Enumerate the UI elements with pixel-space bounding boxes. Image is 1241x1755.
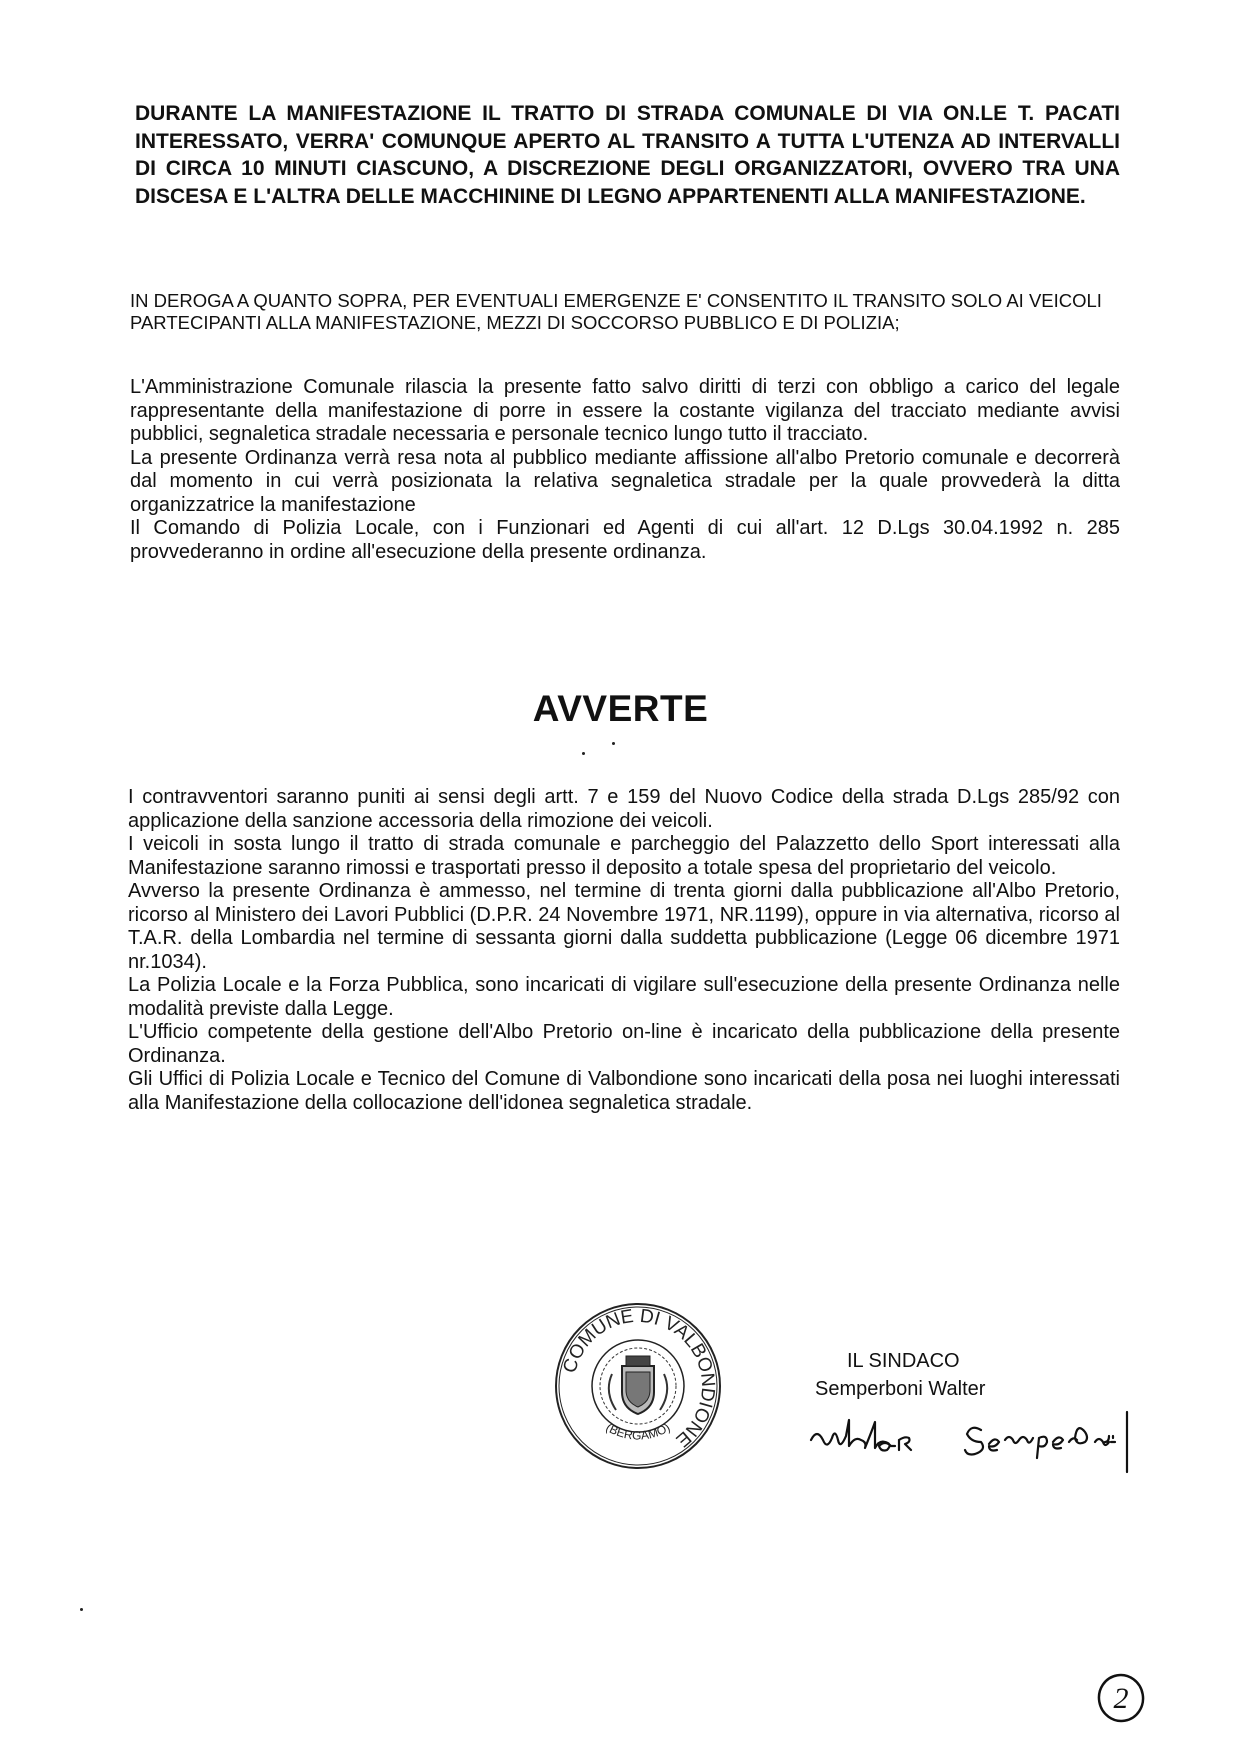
body1-paragraph-2: La presente Ordinanza verrà resa nota al pubblico mediante affissione all'albo Pretorio comunale e decorrerà dal momento in cui verrà posizionata la relativa segnaletica stradale per la quale provvederà la ditta organizzatrice la manifestazione: [130, 446, 1120, 516]
svg-text:2: 2: [1113, 1682, 1129, 1715]
body2-paragraph-1: I contravventori saranno puniti ai sensi degli artt. 7 e 159 del Nuovo Codice della strada D.Lgs 285/92 con applicazione della sanzione accessoria della rimozione dei veicoli.: [128, 786, 1120, 832]
intro-bold-paragraph: DURANTE LA MANIFESTAZIONE IL TRATTO DI STRADA COMUNALE DI VIA ON.LE T. PACATI INTERESSATO, VERRA' COMUNQUE APERTO AL TRANSITO A TUTTA L'UTENZA AD INTERVALLI DI CIRCA 10 MINUTI CIASCUNO, A DISCREZIONE DEGLI ORGANIZZATORI, OVVERO TRA UNA DISCESA E L'ALTRA DELLE MACCHININE DI LEGNO APPARTENENTI ALLA MANIFESTAZIONE.: [135, 102, 1120, 208]
handwritten-signature: [805, 1402, 1165, 1482]
scan-speck: [582, 752, 585, 755]
body-section-2: [128, 786, 1120, 1115]
body2-paragraph-3: Avverso la presente Ordinanza è ammesso, nel termine di trenta giorni dalla pubblicazione all'Albo Pretorio, ricorso al Ministero dei Lavori Pubblici (D.P.R. 24 Novembre 1971, NR.1199), oppure in via alternativa, ricorso al T.A.R. della Lombardia nel termine di sessanta giorni dalla suddetta pubblicazione (Legge 06 dicembre 1971 nr.1034).: [128, 880, 1120, 973]
avverte-heading: AVVERTE: [532, 688, 709, 729]
body1-paragraph-3: Il Comando di Polizia Locale, con i Funzionari ed Agenti di cui all'art. 12 D.Lgs 30.04.1992 n. 285 provvederanno in ordine all'esecuzione della presente ordinanza.: [130, 517, 1120, 563]
mayor-title: IL SINDACO: [847, 1350, 960, 1372]
municipal-stamp: [552, 1300, 724, 1472]
body1-paragraph-1: L'Amministrazione Comunale rilascia la presente fatto salvo diritti di terzi con obbligo a carico del legale rappresentante della manifestazione di porre in essere la costante vigilanza del tracciato mediante avvisi pubblici, segnaletica stradale necessaria e personale tecnico lungo tutto il tracciato.: [130, 376, 1120, 445]
municipal-crest-icon: [600, 1348, 676, 1424]
scan-speck: [80, 1608, 83, 1611]
body2-paragraph-6: Gli Uffici di Polizia Locale e Tecnico del Comune di Valbondione sono incaricati della posa nei luoghi interessati alla Manifestazione della collocazione dell'idonea segnaletica stradale.: [128, 1068, 1120, 1114]
body2-paragraph-4: La Polizia Locale e la Forza Pubblica, sono incaricati di vigilare sull'esecuzione della presente Ordinanza nelle modalità previste dalla Legge.: [128, 974, 1120, 1020]
body-section-1: [130, 376, 1120, 564]
stamp-province-text: (BERGAMO): [603, 1420, 673, 1443]
mayor-name: Semperboni Walter: [815, 1378, 986, 1400]
scan-speck: [612, 742, 615, 745]
body2-paragraph-2: I veicoli in sosta lungo il tratto di strada comunale e parcheggio del Palazzetto dello Sport interessati alla Manifestazione saranno rimossi e trasportati presso il deposito a totale spesa del proprietario del veicolo.: [128, 833, 1120, 879]
deroga-paragraph: IN DEROGA A QUANTO SOPRA, PER EVENTUALI EMERGENZE E' CONSENTITO IL TRANSITO SOLO AI VEICOLI PARTECIPANTI ALLA MANIFESTAZIONE, MEZZI DI SOCCORSO PUBBLICO E DI POLIZIA;: [130, 290, 1102, 333]
body2-paragraph-5: L'Ufficio competente della gestione dell'Albo Pretorio on-line è incaricato della pubblicazione della presente Ordinanza.: [128, 1021, 1120, 1067]
page-number: [1095, 1672, 1147, 1724]
stamp-ring-text: COMUNE DI VALBONDIONE: [559, 1305, 719, 1451]
